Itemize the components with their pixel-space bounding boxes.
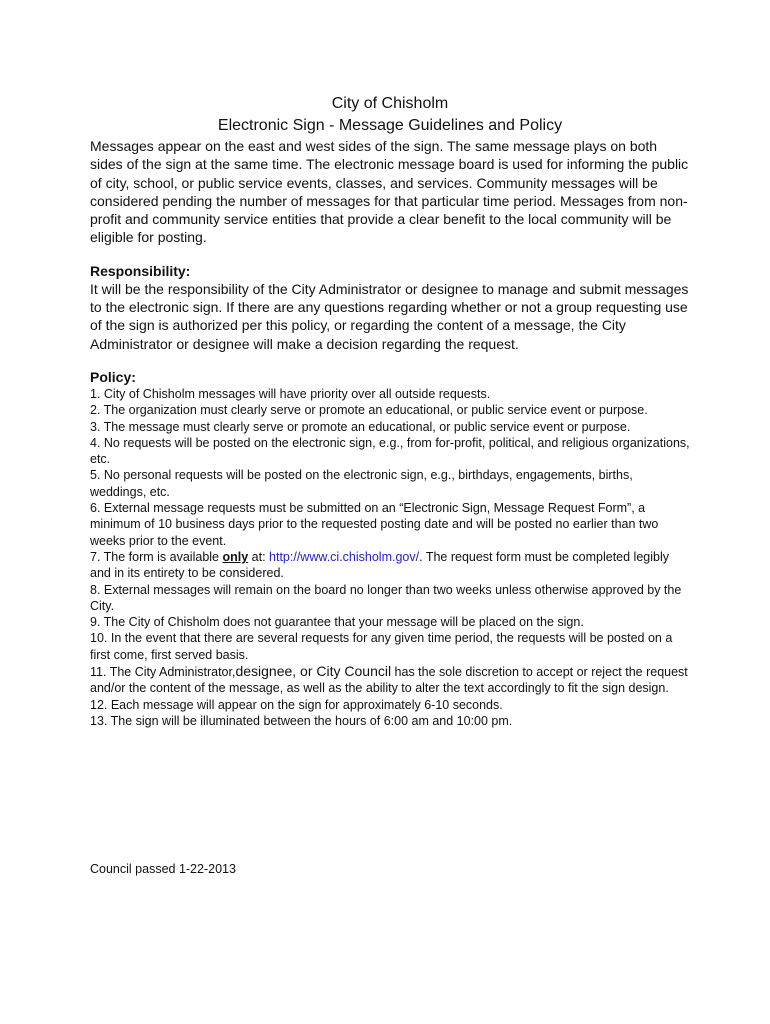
policy-item-11-text-end: has the sole discretion to accept or reject the request and/or the content of the message, as well as the ability to alter the text accordingly to fit the sign design. bbox=[90, 665, 688, 696]
policy-item-11-authorities: designee, or City Council bbox=[235, 663, 392, 680]
policy-item-11 bbox=[90, 663, 690, 697]
council-passed-date: Council passed 1-22-2013 bbox=[90, 862, 236, 876]
policy-item-7-text-start: 7. The form is available bbox=[90, 549, 223, 564]
policy-item-7 bbox=[90, 549, 690, 582]
responsibility-heading: Responsibility: bbox=[90, 262, 191, 279]
policy-item-2: 2. The organization must clearly serve or promote an educational, or public service event or purpose. bbox=[90, 403, 648, 418]
policy-heading: Policy: bbox=[90, 368, 136, 385]
policy-item-10: 10. In the event that there are several requests for any given time period, the requests will be posted on a first come, first served basis. bbox=[90, 631, 673, 662]
policy-item-12: 12. Each message will appear on the sign for approximately 6-10 seconds. bbox=[90, 697, 503, 712]
policy-item-9: 9. The City of Chisholm does not guarantee that your message will be placed on the sign. bbox=[90, 615, 584, 630]
document-title-city: City of Chisholm bbox=[331, 95, 449, 112]
city-website-link[interactable]: http://www.ci.chisholm.gov/ bbox=[269, 549, 420, 564]
policy-item-11-text-start: 11. The City Administrator, bbox=[90, 665, 236, 680]
policy-list bbox=[90, 386, 690, 729]
policy-item-5: 5. No personal requests will be posted on the electronic sign, e.g., birthdays, engagements, births, weddings, etc. bbox=[90, 468, 633, 499]
policy-item-7-text-at: at: bbox=[248, 549, 270, 564]
document-page bbox=[90, 93, 690, 729]
policy-item-7-text-end: . The request form must be completed legibly and in its entirety to be considered. bbox=[90, 549, 669, 581]
document-title-policy: Electronic Sign - Message Guidelines and Policy bbox=[217, 117, 563, 134]
policy-item-13: 13. The sign will be illuminated between the hours of 6:00 am and 10:00 pm. bbox=[90, 713, 513, 728]
intro-paragraph: Messages appear on the east and west sides of the sign. The same message plays on both sides of the sign at the same time. The electronic message board is used for informing the public of city, school, or public service events, classes, and services. Community messages will be considered pending the number of messages for that particular time period. Messages from non-profit and community service entities that provide a clear benefit to the local community will be eligible for posting. bbox=[90, 138, 689, 246]
policy-item-4: 4. No requests will be posted on the electronic sign, e.g., from for-profit, political, and religious organizations, etc. bbox=[90, 435, 690, 467]
responsibility-paragraph: It will be the responsibility of the City Administrator or designee to manage and submit messages to the electronic sign. If there are any questions regarding whether or not a group requesting use of the sign is authorized per this policy, or regarding the content of a message, the City Administrator or designee will make a decision regarding the request. bbox=[90, 280, 689, 352]
policy-item-8: 8. External messages will remain on the board no longer than two weeks unless otherwise approved by the City. bbox=[90, 582, 682, 613]
policy-item-6: 6. External message requests must be submitted on an “Electronic Sign, Message Request Form”, a minimum of 10 business days prior to the requested posting date and will be posted no earlier than two weeks prior to the event. bbox=[90, 501, 659, 548]
policy-item-1: 1. City of Chisholm messages will have priority over all outside requests. bbox=[90, 386, 491, 401]
policy-item-7-only-emphasis: only bbox=[222, 549, 249, 564]
policy-item-3: 3. The message must clearly serve or promote an educational, or public service event or purpose. bbox=[90, 419, 631, 434]
